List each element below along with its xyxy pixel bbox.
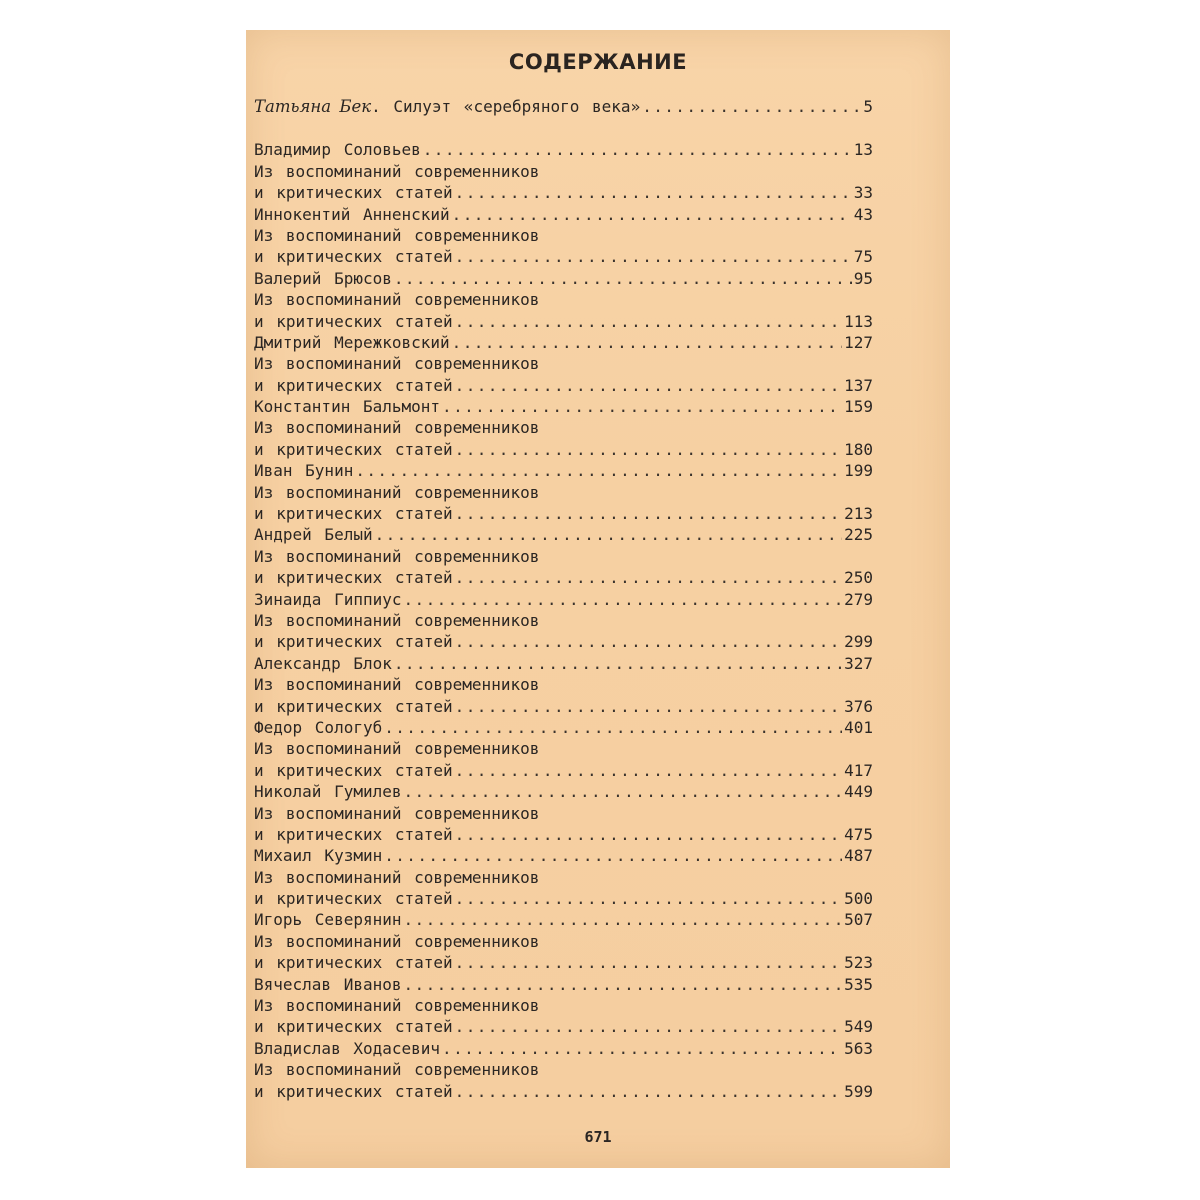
toc-entry	[254, 1016, 873, 1037]
dot-leader	[394, 653, 842, 674]
toc-page-number: 95	[853, 268, 873, 288]
toc-entry	[254, 375, 873, 396]
toc-entry-label: и критических статей	[254, 889, 453, 909]
toc-entry-label: и критических статей	[254, 696, 453, 716]
toc-entry-label: Из воспоминаний современников	[254, 996, 540, 1016]
toc-page-number: 500	[844, 889, 873, 909]
dot-leader	[404, 974, 843, 995]
intro-separator: .	[371, 97, 381, 116]
toc-entry-label: и критических статей	[254, 183, 453, 203]
dot-leader	[455, 824, 842, 845]
toc-page-number: 507	[844, 910, 873, 930]
toc-page-number: 449	[844, 782, 873, 802]
toc-entry	[254, 482, 873, 503]
toc-entry-label: Иван Бунин	[254, 461, 354, 481]
dot-leader	[455, 311, 842, 332]
toc-page-number: 225	[844, 525, 873, 545]
toc-page-number: 327	[844, 653, 873, 673]
toc-entry	[254, 610, 873, 631]
toc-entry	[254, 161, 873, 182]
dot-leader	[394, 268, 852, 289]
toc-entry-label: и критических статей	[254, 824, 453, 844]
toc-entry	[254, 460, 873, 481]
toc-entry	[254, 653, 873, 674]
toc-entry-label: Дмитрий Мережковский	[254, 332, 450, 352]
dot-leader	[404, 909, 843, 930]
toc-entry	[254, 204, 873, 225]
toc-entry-label: Вячеслав Иванов	[254, 974, 402, 994]
dot-leader	[455, 439, 842, 460]
toc-entry-label: Из воспоминаний современников	[254, 739, 540, 759]
dot-leader	[455, 567, 842, 588]
toc-entry	[254, 589, 873, 610]
toc-page-number: 279	[844, 589, 873, 609]
toc-entry-label: и критических статей	[254, 375, 453, 395]
dot-leader	[442, 1038, 842, 1059]
toc-entry-label: Николай Гумилев	[254, 782, 402, 802]
toc-entry	[254, 524, 873, 545]
toc-entry-label: и критических статей	[254, 1081, 453, 1101]
toc-page-number: 199	[844, 461, 873, 481]
toc-entry-label: и критических статей	[254, 439, 453, 459]
toc-entry-label: Из воспоминаний современников	[254, 161, 540, 181]
toc-entry	[254, 845, 873, 866]
toc-entry	[254, 289, 873, 310]
dot-leader	[355, 460, 842, 481]
dot-leader	[455, 182, 852, 203]
dot-leader	[452, 204, 852, 225]
toc-entry	[254, 268, 873, 289]
toc-entry	[254, 631, 873, 652]
toc-page-number: 13	[853, 140, 873, 160]
toc-entry-label: Иннокентий Анненский	[254, 204, 450, 224]
toc-entry-label: Владимир Соловьев	[254, 140, 421, 160]
toc-page-number: 523	[844, 953, 873, 973]
toc-page-number: 417	[844, 760, 873, 780]
dot-leader	[404, 589, 843, 610]
toc-entry-label: Из воспоминаний современников	[254, 290, 540, 310]
dot-leader	[452, 332, 842, 353]
toc-entry	[254, 396, 873, 417]
toc-page-number: 250	[844, 568, 873, 588]
toc-entry	[254, 182, 873, 203]
toc-entry-label: Зинаида Гиппиус	[254, 589, 402, 609]
table-of-contents	[254, 96, 873, 1102]
toc-page-number: 137	[844, 375, 873, 395]
toc-entry	[254, 503, 873, 524]
toc-entry-label: Из воспоминаний современников	[254, 546, 540, 566]
toc-entry-label: Из воспоминаний современников	[254, 1060, 540, 1080]
toc-entry	[254, 1059, 873, 1080]
toc-entry-label: Валерий Брюсов	[254, 268, 392, 288]
book-page	[246, 30, 950, 1168]
dot-leader	[455, 760, 842, 781]
toc-entry	[254, 696, 873, 717]
toc-entry-label: Из воспоминаний современников	[254, 418, 540, 438]
dot-leader	[375, 524, 843, 545]
toc-entry	[254, 867, 873, 888]
toc-entry-label: Из воспоминаний современников	[254, 803, 540, 823]
intro-text: Силуэт «серебряного века»	[393, 97, 641, 116]
dot-leader	[455, 1081, 842, 1102]
toc-page-number: 599	[844, 1081, 873, 1101]
toc-page-number: 43	[853, 204, 873, 224]
toc-entry	[254, 225, 873, 246]
toc-entry-label: и критических статей	[254, 568, 453, 588]
toc-entry	[254, 738, 873, 759]
dot-leader	[642, 96, 861, 117]
toc-entry	[254, 931, 873, 952]
toc-entry-label: Из воспоминаний современников	[254, 931, 540, 951]
toc-page-number: 376	[844, 696, 873, 716]
toc-entry	[254, 888, 873, 909]
dot-leader	[404, 781, 843, 802]
toc-page-number: 535	[844, 974, 873, 994]
toc-entry	[254, 567, 873, 588]
toc-entry-label: Владислав Ходасевич	[254, 1038, 441, 1058]
toc-entry	[254, 417, 873, 438]
toc-entry	[254, 332, 873, 353]
dot-leader	[384, 845, 842, 866]
toc-entry-label: Константин Бальмонт	[254, 397, 441, 417]
toc-entry	[254, 1038, 873, 1059]
toc-page-number: 563	[844, 1038, 873, 1058]
toc-entry-label: и критических статей	[254, 247, 453, 267]
toc-entry-label: Из воспоминаний современников	[254, 482, 540, 502]
dot-leader	[423, 139, 852, 160]
toc-page-number: 127	[844, 332, 873, 352]
toc-entry-label: и критических статей	[254, 1017, 453, 1037]
toc-page-number: 75	[853, 247, 873, 267]
toc-page-number: 159	[844, 397, 873, 417]
dot-leader	[455, 888, 842, 909]
toc-entry	[254, 803, 873, 824]
toc-entry	[254, 995, 873, 1016]
toc-entries	[254, 139, 873, 1102]
toc-entry-label: Из воспоминаний современников	[254, 675, 540, 695]
dot-leader	[455, 1016, 842, 1037]
toc-entry-label: Андрей Белый	[254, 525, 373, 545]
toc-entry-label	[254, 96, 640, 117]
page-title: СОДЕРЖАНИЕ	[508, 50, 688, 74]
toc-entry	[254, 674, 873, 695]
toc-intro-entry	[254, 96, 873, 117]
toc-entry	[254, 311, 873, 332]
toc-entry-label: Федор Сологуб	[254, 717, 383, 737]
toc-page-number: 487	[844, 846, 873, 866]
dot-leader	[455, 375, 842, 396]
dot-leader	[455, 631, 842, 652]
toc-entry	[254, 353, 873, 374]
toc-page-number: 213	[844, 504, 873, 524]
toc-entry	[254, 824, 873, 845]
toc-entry-label: и критических статей	[254, 504, 453, 524]
toc-entry	[254, 439, 873, 460]
toc-entry	[254, 1081, 873, 1102]
dot-leader	[455, 952, 842, 973]
page-number: 671	[584, 1128, 612, 1146]
toc-entry	[254, 781, 873, 802]
toc-entry-label: и критических статей	[254, 953, 453, 973]
dot-leader	[384, 717, 842, 738]
toc-entry	[254, 952, 873, 973]
toc-page-number: 475	[844, 824, 873, 844]
toc-entry-label: Из воспоминаний современников	[254, 225, 540, 245]
intro-author: Татьяна Бек	[254, 97, 372, 116]
toc-page-number: 180	[844, 439, 873, 459]
toc-entry-label: Из воспоминаний современников	[254, 610, 540, 630]
toc-entry	[254, 546, 873, 567]
toc-page-number: 549	[844, 1017, 873, 1037]
toc-page-number: 113	[844, 311, 873, 331]
toc-entry	[254, 909, 873, 930]
toc-entry	[254, 139, 873, 160]
dot-leader	[455, 503, 842, 524]
toc-page-number: 5	[863, 97, 873, 116]
toc-page-number: 33	[853, 183, 873, 203]
dot-leader	[442, 396, 842, 417]
toc-entry-label: и критических статей	[254, 632, 453, 652]
toc-entry-label: Игорь Северянин	[254, 910, 402, 930]
dot-leader	[455, 246, 852, 267]
toc-entry-label: Из воспоминаний современников	[254, 354, 540, 374]
dot-leader	[455, 696, 842, 717]
toc-entry	[254, 760, 873, 781]
toc-entry	[254, 246, 873, 267]
toc-entry-label: Михаил Кузмин	[254, 846, 383, 866]
toc-entry-label: и критических статей	[254, 311, 453, 331]
toc-entry-label: Александр Блок	[254, 653, 392, 673]
toc-page-number: 299	[844, 632, 873, 652]
toc-entry	[254, 717, 873, 738]
toc-page-number: 401	[844, 717, 873, 737]
toc-entry	[254, 974, 873, 995]
toc-entry-label: Из воспоминаний современников	[254, 867, 540, 887]
toc-entry-label: и критических статей	[254, 760, 453, 780]
